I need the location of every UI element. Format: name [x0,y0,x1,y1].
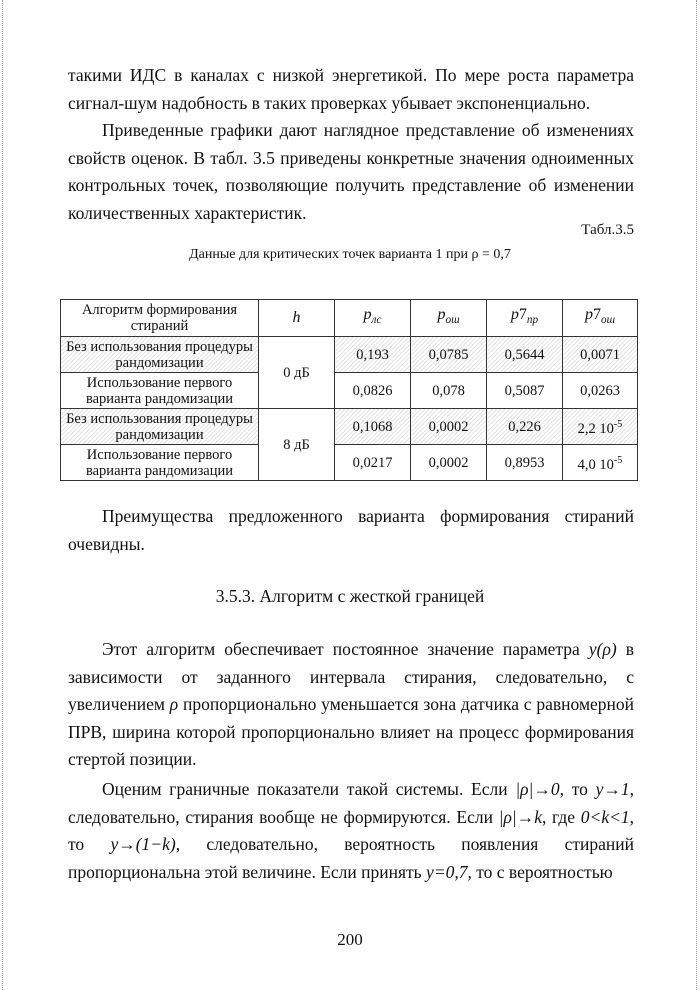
p5-text-a: Оценим граничные показатели такой системы. Если [102,779,508,799]
paragraph-1: такими ИДС в каналах с низкой энергетикой. По мере роста параметра сигнал-шум надобность в таких проверках убывает экспоненциально. [68,65,634,113]
table-row [61,337,638,373]
cell-p-osh: 0,0002 [411,445,487,481]
paragraph-3-text: Преимущества предложенного варианта формирования стираний очевидны. [68,506,634,554]
header-p-lc: $p_{лс}$ [335,300,411,337]
cell-p7-osh-mantissa: 2,2 10 [577,420,614,437]
row-label: Использование первого варианта рандомизации [61,373,259,409]
left-page-edge [2,0,3,990]
cell-p7-osh: 0,0071 [563,337,638,373]
table-caption: Данные для критических точек варианта 1 при ρ = 0,7 [189,247,511,262]
formula-rho-to-zero: |ρ|→0 [515,779,560,799]
row-h: 0 дБ [259,337,335,409]
cell-p7-osh: 0,0263 [563,373,638,409]
header-h: h [259,300,335,337]
cell-p7-pr: 0,226 [487,409,563,445]
header-algorithm: Алгоритм формирования стираний [61,300,259,337]
table-number: Табл.3.5 [581,222,634,238]
header-p-osh-sub: ош [445,314,460,327]
p5-text-e: , то [68,806,635,854]
p5-text-f: , следовательно, вероятность появления стираний пропорциональна этой величине. Если принять [68,834,635,882]
cell-p7-pr: 0,8953 [487,445,563,481]
row-label: Без использования процедуры рандомизации [61,337,259,373]
cell-p7-osh-mantissa: 4,0 10 [577,456,614,473]
p5-text-c: , следовательно, стирания вообще не формируются. Если [68,779,635,827]
cell-p-lc: 0,0826 [335,373,411,409]
formula-k-range: 0<k<1 [580,806,630,827]
paragraph-2 [68,117,634,227]
data-table [60,299,638,481]
paragraph-3 [68,503,634,558]
right-page-edge [696,0,697,990]
section-heading: 3.5.3. Алгоритм с жесткой границей [215,586,485,606]
table-row [61,409,638,445]
header-p7-osh-sub: ош [600,314,616,327]
paragraph-5 [68,776,634,886]
formula-rho-to-k: |ρ|→k [498,806,542,827]
header-p7-osh: $p7_{ош}$ [563,300,638,337]
header-p-lc-sub: лс [371,314,382,327]
row-label: Использование первого варианта рандомизации [61,445,259,481]
cell-p-lc: 0,193 [335,337,411,373]
formula-rho: ρ [169,694,179,714]
table-row [61,373,638,409]
cell-p7-pr: 0,5644 [487,337,563,373]
cell-p7-osh [563,409,638,445]
header-p7-pr: $p7_{пр}$ [487,300,563,337]
row-label: Без использования процедуры рандомизации [61,409,259,445]
p4-text-b: в зависимости от заданного интервала стирания, следовательно, с увеличением [68,639,635,714]
p5-text-g: , то с вероятностью [467,861,613,882]
p5-text-d: , где [541,806,576,827]
formula-y-to-one: y→1 [595,779,630,799]
page-number: 200 [337,930,363,949]
paragraph-4 [68,636,634,774]
cell-p-osh: 0,078 [411,373,487,409]
cell-p-lc: 0,0217 [335,445,411,481]
cell-p7-osh-exponent: -5 [613,418,623,430]
cell-p7-osh [563,445,638,481]
cell-p-osh: 0,0785 [411,337,487,373]
p4-text-c: пропорционально уменьшается зона датчика с равномерной ПРВ, ширина которой пропорционально влияет на процесс формирования стертой позиции. [68,694,635,769]
cell-p-osh: 0,0002 [411,409,487,445]
p5-text-b: , то [559,779,588,799]
cell-p7-pr: 0,5087 [487,373,563,409]
cell-p-lc: 0,1068 [335,409,411,445]
cell-p7-osh-exponent: -5 [613,454,623,466]
formula-y-to-one-minus-k: y→(1−k) [110,834,176,854]
table-header-row [61,300,638,337]
paragraph-2-text: Приведенные графики дают наглядное представление об изменениях свойств оценок. В табл. 3.5 приведены конкретные значения одноименных контрольных точек, позволяющие получить представление об изменении количественных характеристик. [68,120,634,223]
formula-y-value: y=0,7 [426,861,468,882]
table-row [61,445,638,481]
header-p-osh: $p_{ош}$ [411,300,487,337]
formula-y-rho: y(ρ) [588,639,617,659]
header-p7-pr-sub: пр [526,314,539,327]
p4-text-a: Этот алгоритм обеспечивает постоянное значение параметра [102,639,580,659]
row-h: 8 дБ [259,409,335,481]
